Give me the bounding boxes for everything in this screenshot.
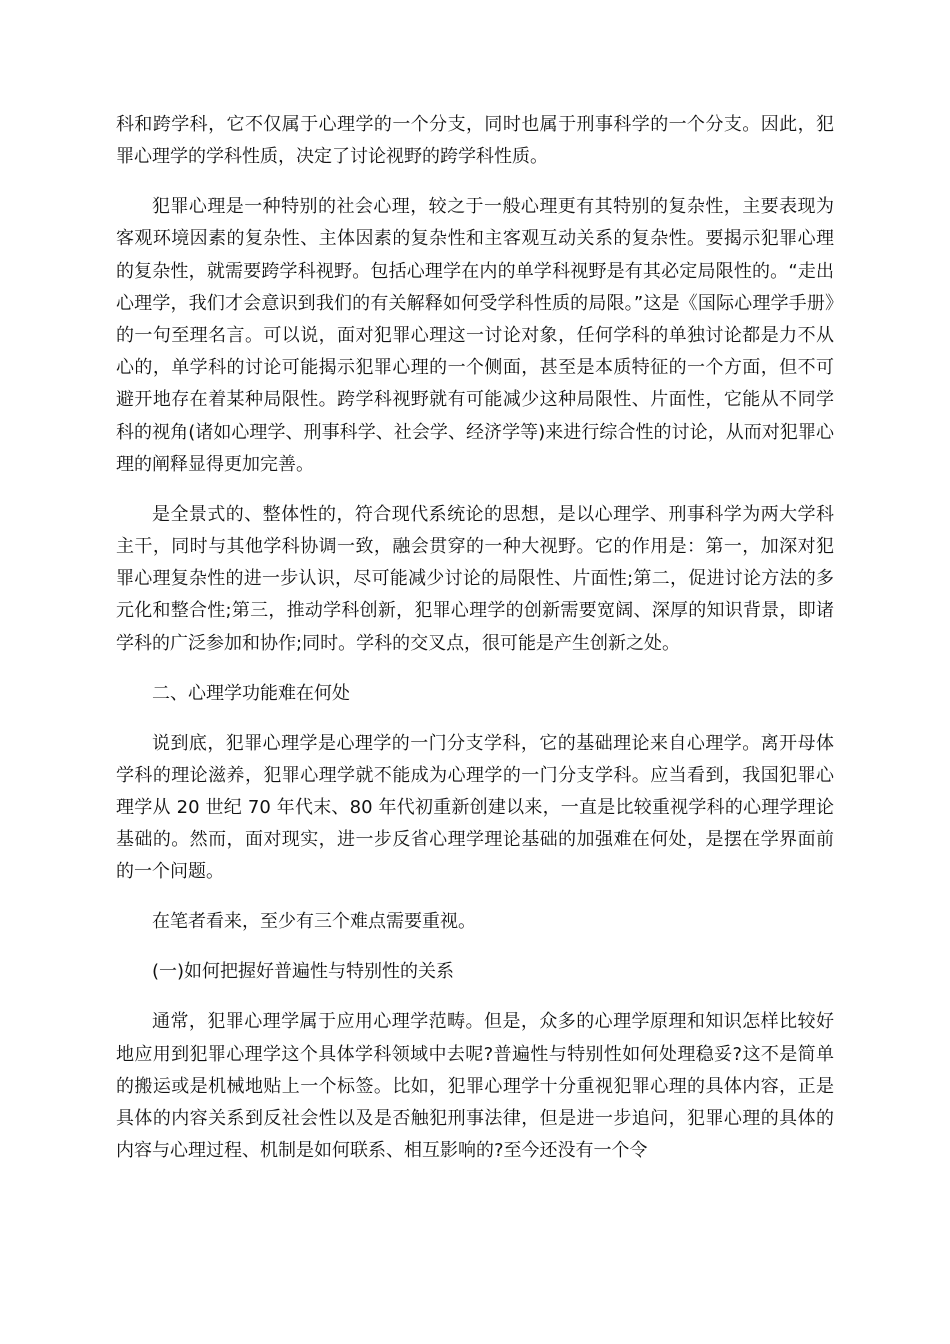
paragraph-psychology-foundation: 说到底，犯罪心理学是心理学的一门分支学科，它的基础理论来自心理学。离开母体学科的理论滋养，犯罪心理学就不能成为心理学的一门分支学科。应当看到，我国犯罪心理学从 20 世纪 70 年代末、80 年代初重新创建以来，一直是比较重视学科的心理学理论基础的。然而，面对现实，进一步反省心理学理论基础的加强难在何处，是摆在学界面前的一个问题。 bbox=[116, 732, 834, 883]
subsection-heading-universality-particularity: (一)如何把握好普遍性与特别性的关系 bbox=[152, 961, 455, 983]
section-heading-psychology-function: 二、心理学功能难在何处 bbox=[152, 682, 350, 704]
paragraph-panoramic-view: 是全景式的、整体性的，符合现代系统论的思想，是以心理学、刑事科学为两大学科主干，同时与其他学科协调一致，融会贯穿的一种大视野。它的作用是：第一，加深对犯罪心理复杂性的进一步认识，尽可能减少讨论的局限性、片面性;第二，促进讨论方法的多元化和整合性;第三，推动学科创新，犯罪心理学的创新需要宽阔、深厚的知识背景，即诸学科的广泛参加和协作;同时。学科的交叉点，很可能是产生创新之处。 bbox=[116, 503, 834, 654]
paragraph-criminal-psychology-complexity: 犯罪心理是一种特别的社会心理，较之于一般心理更有其特别的复杂性，主要表现为客观环境因素的复杂性、主体因素的复杂性和主客观互动关系的复杂性。要揭示犯罪心理的复杂性，就需要跨学科视野。包括心理学在内的单学科视野是有其必定局限性的。“走出心理学，我们才会意识到我们的有关解释如何受学科性质的局限。”这是《国际心理学手册》的一句至理名言。可以说，面对犯罪心理这一讨论对象，任何学科的单独讨论都是力不从心的，单学科的讨论可能揭示犯罪心理的一个侧面，甚至是本质特征的一个方面，但不可避开地存在着某种局限性。跨学科视野就有可能减少这种局限性、片面性，它能从不同学科的视角(诸如心理学、刑事科学、社会学、经济学等)来进行综合性的讨论，从而对犯罪心理的阐释显得更加完善。 bbox=[116, 196, 834, 475]
paragraph-interdisciplinary-nature: 科和跨学科，它不仅属于心理学的一个分支，同时也属于刑事科学的一个分支。因此，犯罪心理学的学科性质，决定了讨论视野的跨学科性质。 bbox=[116, 114, 834, 168]
paragraph-three-difficulties: 在笔者看来，至少有三个难点需要重视。 bbox=[152, 911, 476, 933]
paragraph-applied-psychology: 通常，犯罪心理学属于应用心理学范畴。但是，众多的心理学原理和知识怎样比较好地应用到犯罪心理学这个具体学科领域中去呢?普遍性与特别性如何处理稳妥?这不是简单的搬运或是机械地贴上一个标签。比如，犯罪心理学十分重视犯罪心理的具体内容，正是具体的内容关系到反社会性以及是否触犯刑事法律，但是进一步追问，犯罪心理的具体的内容与心理过程、机制是如何联系、相互影响的?至今还没有一个令 bbox=[116, 1011, 834, 1162]
document-page bbox=[116, 109, 834, 1185]
